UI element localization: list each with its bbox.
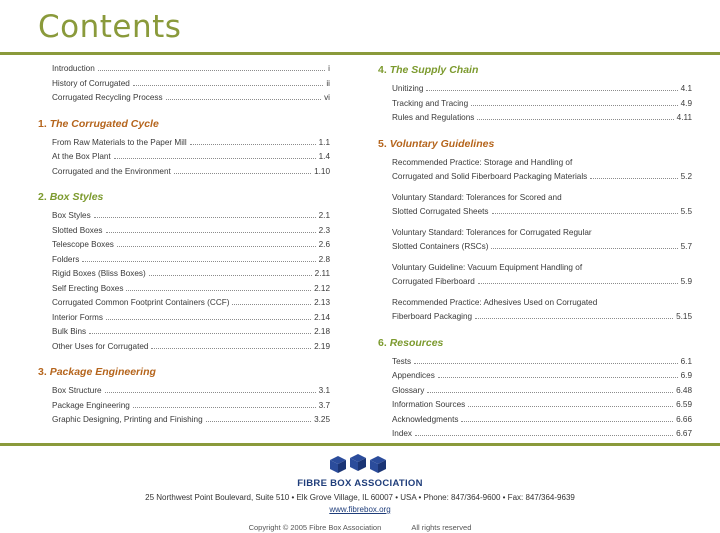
toc-entry-page: 2.18 bbox=[314, 327, 330, 336]
leader-dots bbox=[98, 70, 325, 71]
leader-dots bbox=[492, 213, 678, 214]
toc-entry-label: Glossary bbox=[392, 385, 425, 395]
leader-dots bbox=[106, 232, 316, 233]
section-title: Box Styles bbox=[49, 191, 104, 203]
toc-entry[interactable] bbox=[378, 191, 692, 220]
toc-entry[interactable] bbox=[38, 77, 330, 92]
section-number: 6. bbox=[378, 336, 387, 349]
toc-entry-page: 6.48 bbox=[676, 385, 692, 395]
toc-entry[interactable] bbox=[38, 253, 330, 268]
leader-dots bbox=[89, 333, 311, 334]
toc-entry[interactable] bbox=[38, 209, 330, 224]
toc-entry[interactable] bbox=[38, 224, 330, 239]
toc-entry-label-line1: Voluntary Standard: Tolerances for Corrugated Regular bbox=[392, 227, 592, 237]
toc-entry-label-line1: Recommended Practice: Storage and Handling of bbox=[392, 157, 573, 167]
section-heading-2[interactable] bbox=[38, 191, 330, 203]
leader-dots bbox=[149, 275, 312, 276]
leader-dots bbox=[133, 85, 324, 86]
toc-entry-page: 5.15 bbox=[676, 312, 692, 321]
copyright-text: Copyright © 2005 Fibre Box Association bbox=[248, 523, 382, 532]
copyright-line bbox=[0, 523, 720, 532]
toc-entry-page: 2.12 bbox=[314, 283, 330, 293]
toc-entry[interactable] bbox=[38, 325, 330, 340]
toc-entry[interactable] bbox=[38, 238, 330, 253]
toc-entry-label: Tracking and Tracing bbox=[392, 98, 469, 108]
section-heading-4[interactable] bbox=[378, 64, 692, 76]
leader-dots bbox=[414, 363, 678, 364]
toc-entry[interactable] bbox=[38, 399, 330, 414]
toc-entry[interactable] bbox=[38, 267, 330, 282]
section-number: 3. bbox=[38, 366, 47, 378]
toc-entry-label: Package Engineering bbox=[52, 400, 130, 410]
toc-entry-label: Introduction bbox=[52, 64, 95, 73]
toc-entry[interactable] bbox=[38, 413, 330, 428]
fibre-box-logo bbox=[0, 451, 720, 477]
toc-entry-label: Telescope Boxes bbox=[52, 240, 114, 249]
toc-entry-label: Box Styles bbox=[52, 211, 91, 220]
toc-entry-page: 6.9 bbox=[680, 371, 692, 380]
toc-entry-label: Bulk Bins bbox=[52, 327, 87, 336]
website-link[interactable]: www.fibrebox.org bbox=[329, 505, 391, 514]
section-title: Voluntary Guidelines bbox=[389, 137, 495, 150]
footer-divider bbox=[0, 443, 720, 446]
toc-entry-page: 2.19 bbox=[314, 341, 330, 351]
toc-entry[interactable] bbox=[378, 226, 692, 255]
toc-entry-page: 4.9 bbox=[680, 98, 692, 108]
toc-entry-page: 5.7 bbox=[680, 242, 692, 251]
toc-entry[interactable] bbox=[38, 150, 330, 165]
leader-dots bbox=[468, 406, 673, 407]
leader-dots bbox=[166, 99, 321, 100]
toc-entry[interactable] bbox=[38, 136, 330, 151]
toc-entry[interactable] bbox=[378, 427, 692, 442]
toc-entry[interactable] bbox=[378, 369, 692, 384]
toc-entry[interactable] bbox=[378, 97, 692, 112]
toc-entry-label: From Raw Materials to the Paper Mill bbox=[52, 137, 187, 147]
toc-entry-page: 1.4 bbox=[318, 152, 330, 161]
toc-entry[interactable] bbox=[378, 384, 692, 399]
toc-entry-label: Acknowledgments bbox=[392, 414, 459, 424]
leader-dots bbox=[590, 178, 677, 179]
leader-dots bbox=[438, 377, 678, 378]
leader-dots bbox=[114, 158, 316, 159]
page-header bbox=[0, 0, 720, 52]
section-title: Resources bbox=[389, 336, 444, 349]
toc-entry-page: 2.1 bbox=[318, 211, 330, 220]
toc-entry-label: Appendices bbox=[392, 371, 435, 380]
toc-entry-label: Other Uses for Corrugated bbox=[52, 341, 149, 351]
toc-entry-page: 2.14 bbox=[314, 312, 330, 322]
toc-entry-page: 2.13 bbox=[314, 298, 330, 307]
toc-column-right bbox=[340, 62, 720, 442]
toc-entry-label: Corrugated Recycling Process bbox=[52, 93, 163, 102]
leader-dots bbox=[206, 421, 311, 422]
toc-entry-page: 5.9 bbox=[680, 277, 692, 286]
front-matter-group bbox=[38, 62, 330, 106]
toc-entry-page: 6.1 bbox=[680, 356, 692, 366]
toc-entry-page: ii bbox=[326, 78, 330, 88]
footer-address: 25 Northwest Point Boulevard, Suite 510 • Elk Grove Village, IL 60007 • USA • Phone: 847/364-9600 • Fax: 847/364-9639 bbox=[145, 493, 575, 502]
rights-text: All rights reserved bbox=[411, 523, 472, 532]
toc-entry-label: Box Structure bbox=[52, 386, 102, 395]
toc-entry-label-line2: Slotted Corrugated Sheets bbox=[392, 207, 489, 216]
page-title: Contents bbox=[38, 9, 182, 45]
toc-column-left bbox=[0, 62, 340, 442]
toc-entry[interactable] bbox=[378, 296, 692, 325]
toc-entry-label: Information Sources bbox=[392, 400, 466, 409]
leader-dots bbox=[151, 348, 311, 349]
toc-entry-label-line1: Recommended Practice: Adhesives Used on Corrugated bbox=[392, 297, 598, 307]
leader-dots bbox=[477, 119, 673, 120]
toc-entry[interactable] bbox=[378, 156, 692, 185]
section-title: The Corrugated Cycle bbox=[49, 117, 159, 130]
toc-entry[interactable] bbox=[38, 62, 330, 77]
toc-entry-label-line2: Fiberboard Packaging bbox=[392, 312, 473, 321]
toc-entry-label-line2: Slotted Containers (RSCs) bbox=[392, 242, 489, 251]
toc-entry-label: Corrugated Common Footprint Containers (CCF) bbox=[52, 298, 230, 307]
toc-entry[interactable] bbox=[38, 311, 330, 326]
toc-entry-page: vi bbox=[324, 93, 330, 102]
toc-entry-page: i bbox=[328, 64, 330, 73]
section-heading-1[interactable] bbox=[38, 118, 330, 130]
toc-entry[interactable] bbox=[378, 261, 692, 290]
toc-entry[interactable] bbox=[38, 91, 330, 106]
boxes-logo-icon bbox=[328, 452, 392, 476]
toc-entry-label: Slotted Boxes bbox=[52, 225, 103, 235]
leader-dots bbox=[232, 304, 311, 305]
toc-entry-label: Folders bbox=[52, 254, 80, 264]
section-heading-5[interactable] bbox=[378, 138, 692, 150]
toc-entry-page: 5.2 bbox=[680, 172, 692, 181]
toc-entry-page: 6.67 bbox=[676, 429, 692, 438]
toc-entry[interactable] bbox=[38, 384, 330, 399]
leader-dots bbox=[426, 90, 677, 91]
section-number: 5. bbox=[378, 137, 387, 150]
toc-entry-label: Unitizing bbox=[392, 84, 424, 93]
toc-entry[interactable] bbox=[378, 111, 692, 126]
toc-entry[interactable] bbox=[38, 340, 330, 355]
section-title: Package Engineering bbox=[49, 366, 156, 378]
toc-entry-page: 1.1 bbox=[318, 137, 330, 147]
leader-dots bbox=[105, 392, 316, 393]
toc-entry-page: 2.8 bbox=[318, 254, 330, 264]
toc-entry-label-line1: Voluntary Guideline: Vacuum Equipment Handling of bbox=[392, 262, 583, 272]
toc-entry-page: 4.1 bbox=[680, 84, 692, 93]
toc-entry[interactable] bbox=[378, 82, 692, 97]
section-heading-6[interactable] bbox=[378, 337, 692, 349]
section-number: 2. bbox=[38, 191, 47, 203]
leader-dots bbox=[174, 173, 311, 174]
toc-entry-label: History of Corrugated bbox=[52, 78, 130, 88]
leader-dots bbox=[461, 421, 673, 422]
toc-entry-label: Tests bbox=[392, 356, 412, 366]
toc-entry[interactable] bbox=[38, 296, 330, 311]
leader-dots bbox=[491, 248, 677, 249]
toc-entry-page: 3.25 bbox=[314, 415, 330, 424]
toc-entry-label: Self Erecting Boxes bbox=[52, 283, 124, 293]
association-name: FIBRE BOX ASSOCIATION bbox=[297, 478, 423, 489]
toc-entry-page: 1.10 bbox=[314, 166, 330, 176]
leader-dots bbox=[478, 283, 678, 284]
leader-dots bbox=[117, 246, 316, 247]
toc-entry-label: Rules and Regulations bbox=[392, 113, 475, 122]
leader-dots bbox=[415, 435, 673, 436]
toc-entry-page: 6.59 bbox=[676, 400, 692, 409]
toc-entry-page: 2.3 bbox=[318, 225, 330, 235]
section-number: 4. bbox=[378, 64, 387, 76]
toc-entry-page: 3.7 bbox=[318, 400, 330, 410]
leader-dots bbox=[133, 407, 316, 408]
leader-dots bbox=[94, 217, 316, 218]
toc-entry[interactable] bbox=[38, 165, 330, 180]
toc-entry-page: 2.11 bbox=[314, 269, 330, 278]
toc-entry-label-line1: Voluntary Standard: Tolerances for Scored and bbox=[392, 192, 562, 202]
leader-dots bbox=[82, 261, 315, 262]
toc-entry-page: 3.1 bbox=[318, 386, 330, 395]
leader-dots bbox=[475, 318, 673, 319]
toc-entry[interactable] bbox=[378, 413, 692, 428]
toc-entry-label-line2: Corrugated Fiberboard bbox=[392, 277, 475, 286]
toc-entry[interactable] bbox=[38, 282, 330, 297]
toc-entry-page: 6.66 bbox=[676, 414, 692, 424]
toc-entry[interactable] bbox=[378, 398, 692, 413]
toc-entry-label: Corrugated and the Environment bbox=[52, 166, 171, 176]
leader-dots bbox=[190, 144, 316, 145]
toc-entry-label: Index bbox=[392, 429, 413, 438]
toc-entry-label: At the Box Plant bbox=[52, 152, 111, 161]
toc-entry-label: Rigid Boxes (Bliss Boxes) bbox=[52, 269, 146, 278]
toc-columns bbox=[0, 62, 720, 442]
toc-entry-label: Interior Forms bbox=[52, 312, 103, 322]
leader-dots bbox=[427, 392, 673, 393]
section-title: The Supply Chain bbox=[389, 64, 479, 76]
toc-entry-page: 5.5 bbox=[680, 207, 692, 216]
header-divider bbox=[0, 52, 720, 55]
leader-dots bbox=[106, 319, 311, 320]
section-heading-3[interactable] bbox=[38, 366, 330, 378]
leader-dots bbox=[126, 290, 311, 291]
toc-entry-label: Graphic Designing, Printing and Finishing bbox=[52, 415, 203, 424]
toc-entry-page: 2.6 bbox=[318, 240, 330, 249]
toc-entry[interactable] bbox=[378, 355, 692, 370]
toc-entry-page: 4.11 bbox=[676, 113, 692, 122]
leader-dots bbox=[471, 105, 677, 106]
section-number: 1. bbox=[38, 117, 47, 130]
toc-entry-label-line2: Corrugated and Solid Fiberboard Packaging Materials bbox=[392, 172, 588, 181]
page-footer bbox=[0, 449, 720, 532]
